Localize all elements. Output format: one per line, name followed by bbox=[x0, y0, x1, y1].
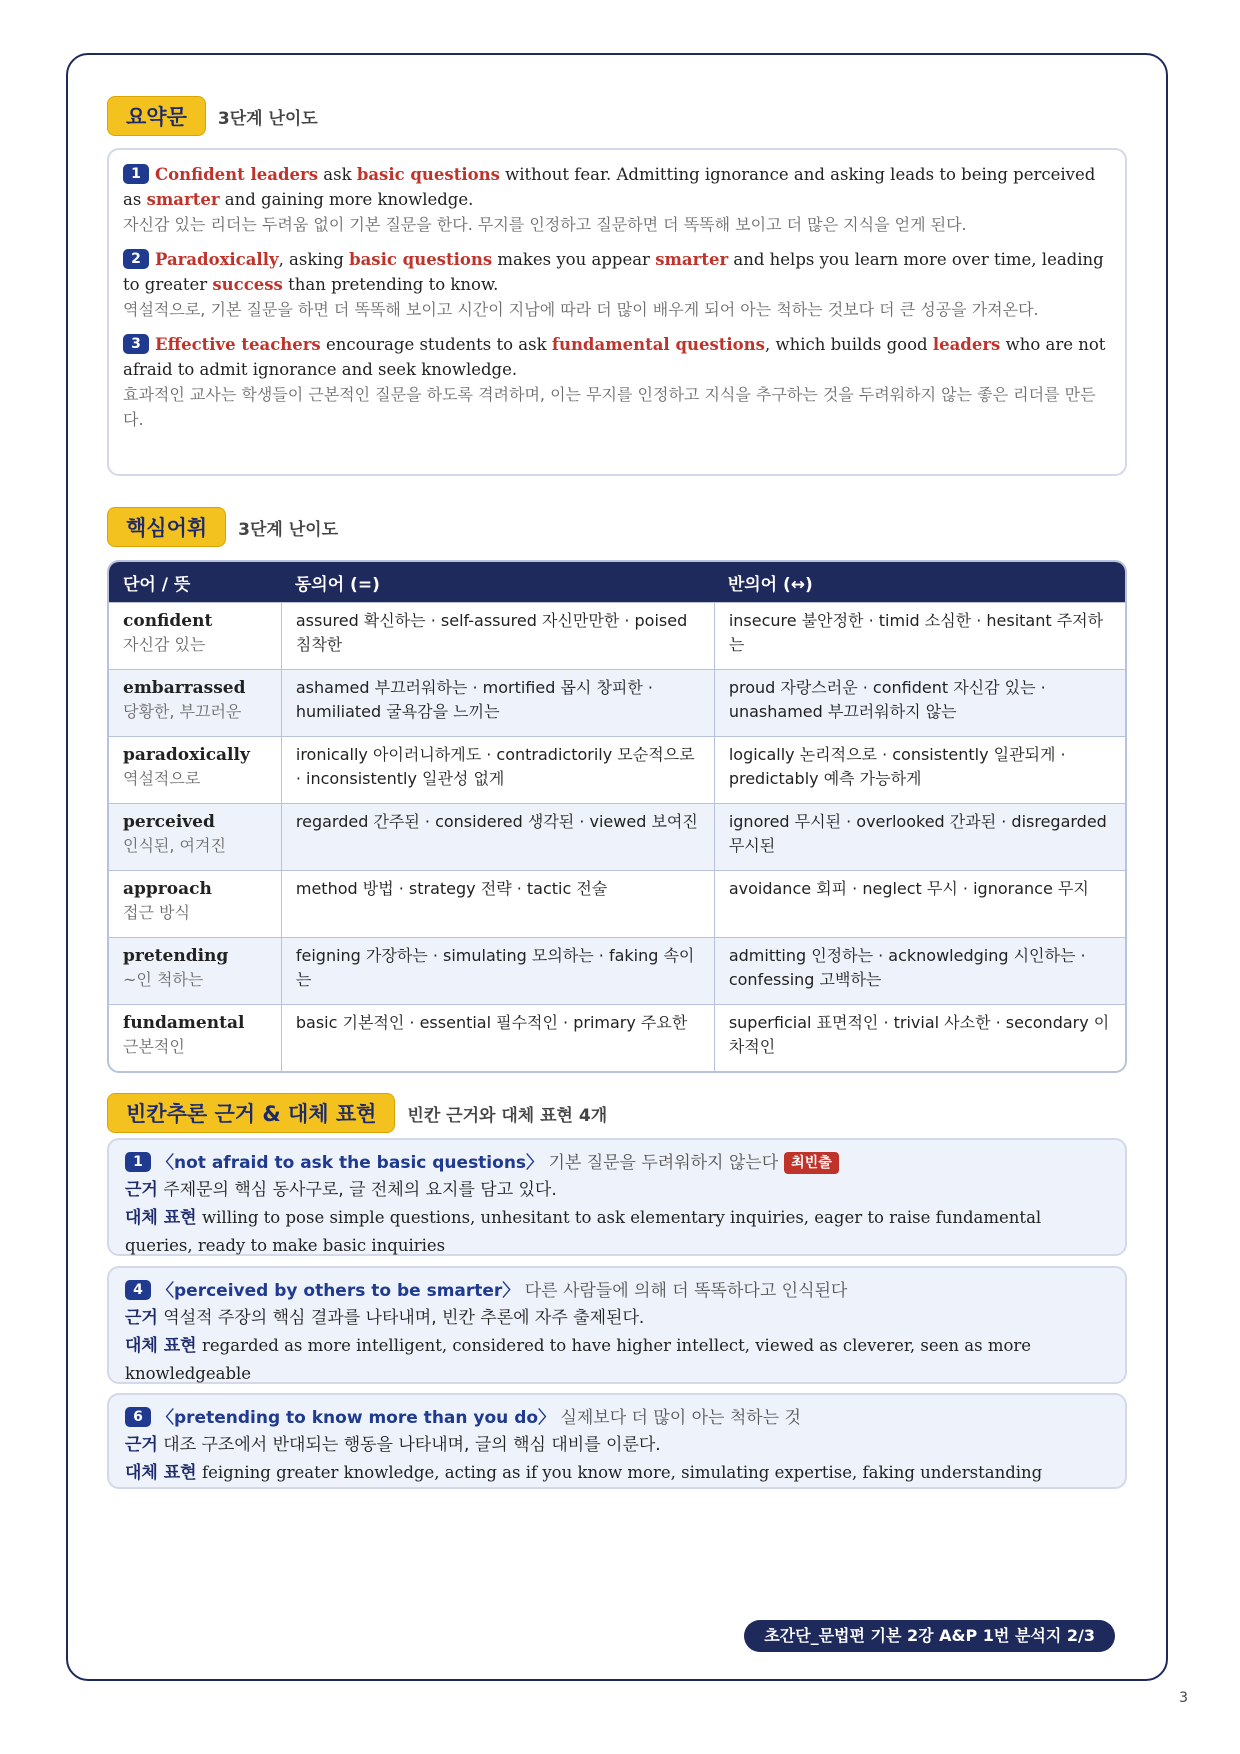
keyword-highlight: Paradoxically bbox=[155, 250, 279, 269]
vocab-word: perceived bbox=[123, 812, 215, 832]
vocab-header bbox=[107, 507, 338, 547]
vocab-word: fundamental bbox=[123, 1013, 245, 1033]
blank-alt-line bbox=[125, 1332, 1109, 1388]
summary-box bbox=[107, 148, 1127, 476]
blank-alt-line bbox=[125, 1204, 1109, 1260]
item-number-badge: 4 bbox=[125, 1280, 151, 1300]
keyword-highlight: smarter bbox=[655, 250, 729, 269]
alt-label: 대체 표현 bbox=[125, 1463, 197, 1483]
vocab-antonyms: admitting 인정하는 · acknowledging 시인하는 · confessing 고백하는 bbox=[714, 937, 1125, 1004]
vocab-word-cell bbox=[109, 602, 281, 669]
summary-text: and helps you learn more over time, leading to greater bbox=[123, 250, 1104, 294]
blank-reason-line bbox=[125, 1432, 1109, 1459]
page-number: 3 bbox=[1179, 1690, 1188, 1706]
keyword-highlight: Confident leaders bbox=[155, 165, 319, 184]
item-number-badge: 6 bbox=[125, 1407, 151, 1427]
vocab-meaning: 역설적으로 bbox=[123, 769, 201, 788]
blanks-tag: 빈칸추론 근거 & 대체 표현 bbox=[107, 1093, 395, 1133]
blank-alt-line bbox=[125, 1459, 1109, 1487]
vocab-antonyms: superficial 표면적인 · trivial 사소한 · secondary 이차적인 bbox=[714, 1004, 1125, 1071]
keyword-highlight: fundamental questions bbox=[551, 335, 765, 354]
keyword-highlight: smarter bbox=[146, 190, 220, 209]
summary-list bbox=[123, 162, 1111, 432]
summary-text: makes you appear bbox=[492, 250, 656, 269]
vocab-meaning: 자신감 있는 bbox=[123, 635, 206, 654]
vocab-synonyms: regarded 간주된 · considered 생각된 · viewed 보여진 bbox=[281, 803, 714, 870]
blank-phrase-korean: 실제보다 더 많이 아는 척하는 것 bbox=[560, 1408, 801, 1428]
keyword-highlight: basic questions bbox=[356, 165, 500, 184]
reason-label: 근거 bbox=[125, 1435, 158, 1455]
summary-item bbox=[123, 247, 1111, 322]
blank-reason: 대조 구조에서 반대되는 행동을 나타내며, 글의 핵심 대비를 이룬다. bbox=[163, 1435, 661, 1455]
summary-text: and gaining more knowledge. bbox=[219, 190, 474, 209]
blank-reason: 주제문의 핵심 동사구로, 글 전체의 요지를 담고 있다. bbox=[163, 1180, 557, 1200]
summary-korean: 역설적으로, 기본 질문을 하면 더 똑똑해 보이고 시간이 지남에 따라 더 많이 배우게 되어 아는 척하는 것보다 더 큰 성공을 가져온다. bbox=[123, 300, 1039, 319]
vocab-meaning: 근본적인 bbox=[123, 1037, 185, 1056]
summary-english bbox=[123, 332, 1111, 382]
summary-text: , which builds good bbox=[764, 335, 933, 354]
keyword-highlight: Effective teachers bbox=[155, 335, 321, 354]
summary-header bbox=[107, 96, 318, 136]
vocab-antonyms: logically 논리적으로 · consistently 일관되게 · predictably 예측 가능하게 bbox=[714, 736, 1125, 803]
blank-item bbox=[107, 1393, 1127, 1489]
summary-text: , asking bbox=[278, 250, 350, 269]
vocab-table bbox=[107, 560, 1127, 1073]
summary-english bbox=[123, 162, 1111, 212]
vocab-meaning: 접근 방식 bbox=[123, 903, 190, 922]
blank-alternatives: regarded as more intelligent, considered to have higher intellect, viewed as cleverer, seen as more knowledgeable bbox=[125, 1336, 1032, 1383]
table-row bbox=[109, 736, 1125, 803]
vocab-synonyms: ironically 아이러니하게도 · contradictorily 모순적으로 · inconsistently 일관성 없게 bbox=[281, 736, 714, 803]
blank-phrase: 〈pretending to know more than you do〉 bbox=[157, 1408, 556, 1428]
vocab-level: 3단계 난이도 bbox=[238, 519, 339, 540]
blank-item bbox=[107, 1138, 1127, 1256]
blank-alternatives: feigning greater knowledge, acting as if you know more, simulating expertise, faking understanding bbox=[202, 1463, 1043, 1482]
summary-level: 3단계 난이도 bbox=[217, 108, 318, 129]
vocab-meaning: 인식된, 여겨진 bbox=[123, 836, 226, 855]
table-row bbox=[109, 602, 1125, 669]
table-row bbox=[109, 937, 1125, 1004]
summary-korean: 효과적인 교사는 학생들이 근본적인 질문을 하도록 격려하며, 이는 무지를 인정하고 지식을 추구하는 것을 두려워하지 않는 좋은 리더를 만든다. bbox=[123, 385, 1096, 429]
vocab-synonyms: assured 확신하는 · self-assured 자신만만한 · poised 침착한 bbox=[281, 602, 714, 669]
blank-phrase: 〈not afraid to ask the basic questions〉 bbox=[157, 1153, 544, 1173]
item-number-badge: 2 bbox=[123, 249, 149, 269]
blank-item bbox=[107, 1266, 1127, 1384]
vocab-tag: 핵심어휘 bbox=[107, 507, 226, 547]
vocab-col-word: 단어 / 뜻 bbox=[109, 562, 281, 602]
summary-item bbox=[123, 162, 1111, 237]
vocab-col-antonym: 반의어 (↔) bbox=[714, 562, 1125, 602]
vocab-word-cell bbox=[109, 870, 281, 937]
vocab-word-cell bbox=[109, 736, 281, 803]
frequency-badge: 최빈출 bbox=[784, 1152, 839, 1174]
blank-reason-line bbox=[125, 1177, 1109, 1204]
keyword-highlight: basic questions bbox=[349, 250, 493, 269]
alt-label: 대체 표현 bbox=[125, 1336, 197, 1356]
vocab-synonyms: feigning 가장하는 · simulating 모의하는 · faking 속이는 bbox=[281, 937, 714, 1004]
vocab-synonyms: basic 기본적인 · essential 필수적인 · primary 주요한 bbox=[281, 1004, 714, 1071]
table-row bbox=[109, 870, 1125, 937]
blank-phrase: 〈perceived by others to be smarter〉 bbox=[157, 1281, 520, 1301]
summary-korean: 자신감 있는 리더는 두려움 없이 기본 질문을 한다. 무지를 인정하고 질문하면 더 똑똑해 보이고 더 많은 지식을 얻게 된다. bbox=[123, 215, 967, 234]
alt-label: 대체 표현 bbox=[125, 1208, 197, 1228]
summary-text: without fear. Admitting ignorance and asking leads to being perceived as bbox=[123, 165, 1096, 209]
table-row bbox=[109, 803, 1125, 870]
vocab-antonyms: avoidance 회피 · neglect 무시 · ignorance 무지 bbox=[714, 870, 1125, 937]
blank-phrase-korean: 기본 질문을 두려워하지 않는다 bbox=[548, 1153, 779, 1173]
vocab-synonyms: ashamed 부끄러워하는 · mortified 몹시 창피한 · humiliated 굴욕감을 느끼는 bbox=[281, 669, 714, 736]
vocab-word-cell bbox=[109, 669, 281, 736]
summary-item bbox=[123, 332, 1111, 432]
vocab-antonyms: ignored 무시된 · overlooked 간과된 · disregarded 무시된 bbox=[714, 803, 1125, 870]
blank-alternatives: willing to pose simple questions, unhesitant to ask elementary inquiries, eager to raise fundamental queries, ready to make basic inquiries bbox=[125, 1208, 1042, 1255]
blank-phrase-line bbox=[125, 1150, 1109, 1177]
vocab-word: pretending bbox=[123, 946, 229, 966]
item-number-badge: 1 bbox=[125, 1152, 151, 1172]
summary-text: who are not afraid to admit ignorance and seek knowledge. bbox=[123, 335, 1106, 379]
reason-label: 근거 bbox=[125, 1308, 158, 1328]
keyword-highlight: leaders bbox=[932, 335, 1001, 354]
vocab-word: paradoxically bbox=[123, 745, 250, 765]
keyword-highlight: success bbox=[212, 275, 283, 294]
item-number-badge: 1 bbox=[123, 164, 149, 184]
item-number-badge: 3 bbox=[123, 334, 149, 354]
vocab-word: approach bbox=[123, 879, 212, 899]
vocab-synonyms: method 방법 · strategy 전략 · tactic 전술 bbox=[281, 870, 714, 937]
table-row bbox=[109, 1004, 1125, 1071]
summary-text: encourage students to ask bbox=[320, 335, 552, 354]
blank-reason: 역설적 주장의 핵심 결과를 나타내며, 빈칸 추론에 자주 출제된다. bbox=[163, 1308, 645, 1328]
vocab-word-cell bbox=[109, 937, 281, 1004]
blanks-level: 빈칸 근거와 대체 표현 4개 bbox=[407, 1105, 608, 1126]
reason-label: 근거 bbox=[125, 1180, 158, 1200]
summary-english bbox=[123, 247, 1111, 297]
blank-phrase-line bbox=[125, 1405, 1109, 1432]
vocab-antonyms: insecure 불안정한 · timid 소심한 · hesitant 주저하는 bbox=[714, 602, 1125, 669]
blank-phrase-line bbox=[125, 1278, 1109, 1305]
footer-label: 초간단_문법편 기본 2강 A&P 1번 분석지 2/3 bbox=[744, 1620, 1115, 1652]
summary-text: than pretending to know. bbox=[282, 275, 499, 294]
vocab-word-cell bbox=[109, 1004, 281, 1071]
vocab-antonyms: proud 자랑스러운 · confident 자신감 있는 · unashamed 부끄러워하지 않는 bbox=[714, 669, 1125, 736]
vocab-col-synonym: 동의어 (=) bbox=[281, 562, 714, 602]
table-row bbox=[109, 669, 1125, 736]
blanks-header bbox=[107, 1093, 607, 1133]
summary-text: ask bbox=[318, 165, 357, 184]
vocab-word-cell bbox=[109, 803, 281, 870]
vocab-meaning: ~인 척하는 bbox=[123, 970, 204, 989]
vocab-meaning: 당황한, 부끄러운 bbox=[123, 702, 242, 721]
blank-reason-line bbox=[125, 1305, 1109, 1332]
vocab-header-row bbox=[109, 562, 1125, 602]
blank-phrase-korean: 다른 사람들에 의해 더 똑똑하다고 인식된다 bbox=[524, 1281, 848, 1301]
vocab-word: embarrassed bbox=[123, 678, 246, 698]
summary-tag: 요약문 bbox=[107, 96, 206, 136]
vocab-word: confident bbox=[123, 611, 213, 631]
